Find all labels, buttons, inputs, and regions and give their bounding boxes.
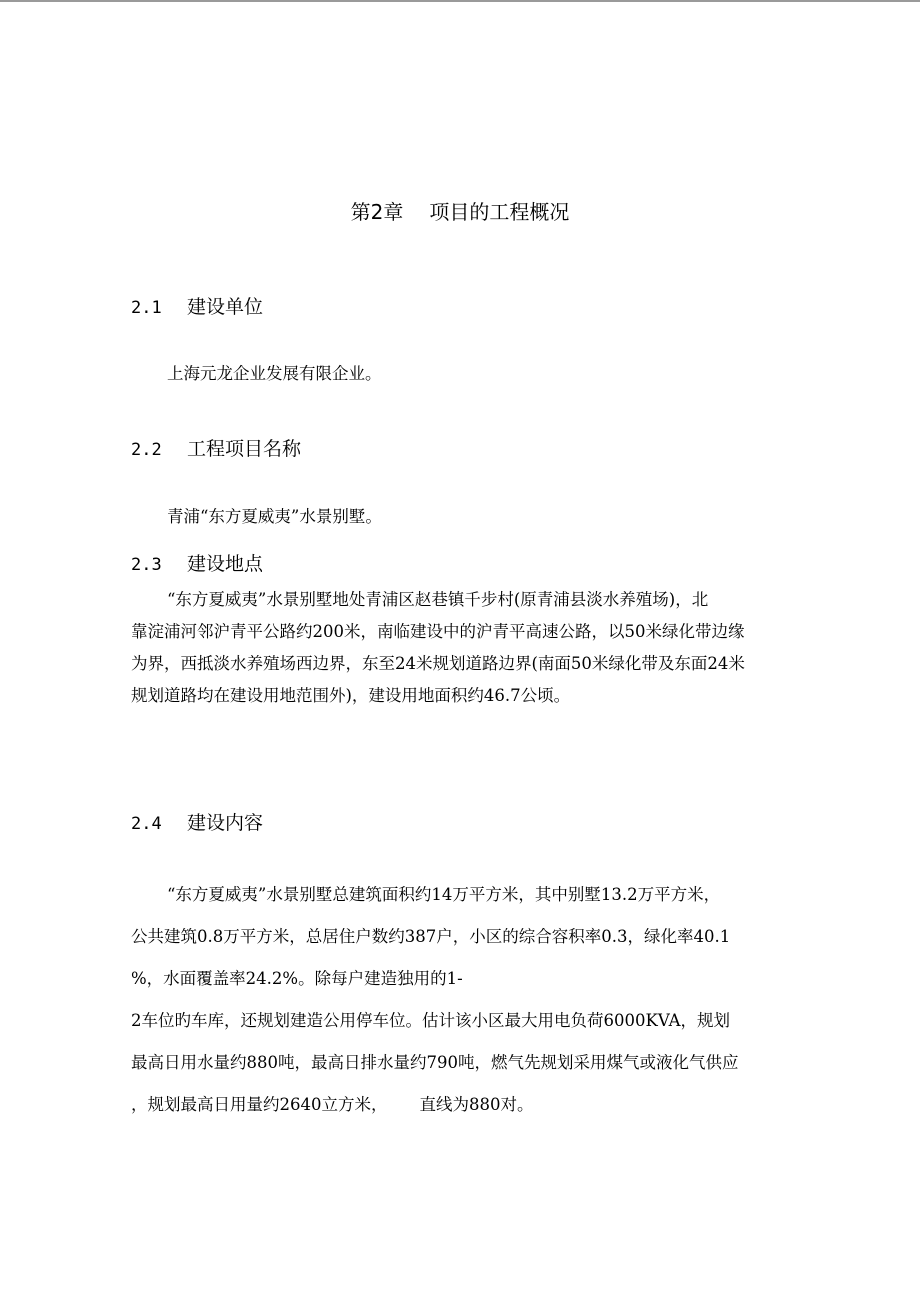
section-title: 建设内容 — [187, 812, 264, 834]
section-title: 建设单位 — [187, 296, 264, 318]
section-body-2-2 — [131, 502, 811, 532]
paragraph-line: 公共建筑0.8万平方米，总居住户数约387户，小区的综合容积率0.3，绿化率40.1 — [131, 927, 731, 946]
paragraph-line: 靠淀浦河邻沪青平公路约200米，南临建设中的沪青平高速公路，以50米绿化带边缘 — [131, 622, 745, 641]
paragraph-line: “东方夏威夷”水景别墅总建筑面积约14万平方米，其中别墅13.2万平方米， — [167, 885, 721, 904]
chapter-number: 第2章 — [350, 200, 404, 224]
chapter-title — [0, 197, 920, 227]
paragraph-line: 规划道路均在建设用地范围外)，建设用地面积约46.7公顷。 — [131, 686, 571, 705]
section-number: 2.2 — [131, 440, 162, 460]
section-heading-2-1 — [131, 293, 263, 321]
paragraph-line: “东方夏威夷”水景别墅地处青浦区赵巷镇千步村(原青浦县淡水养殖场)，北 — [167, 590, 709, 609]
section-number: 2.1 — [131, 298, 162, 318]
section-number: 2.3 — [131, 555, 162, 575]
paragraph-line: 青浦“东方夏威夷”水景别墅。 — [167, 507, 382, 526]
section-body-2-4 — [131, 874, 811, 1126]
section-heading-2-4 — [131, 809, 263, 837]
paragraph-line: %，水面覆盖率24.2%。除每户建造独用的1- — [131, 969, 463, 988]
section-number: 2.4 — [131, 814, 162, 834]
section-body-2-3 — [131, 584, 811, 712]
chapter-title-text: 项目的工程概况 — [429, 200, 570, 224]
section-title: 工程项目名称 — [187, 438, 302, 460]
paragraph-line-last — [131, 1084, 811, 1126]
section-body-2-1 — [131, 359, 811, 389]
paragraph-line: 最高日用水量约880吨，最高日排水量约790吨，燃气先规划采用煤气或液化气供应 — [131, 1053, 739, 1072]
paragraph-line: 上海元龙企业发展有限企业。 — [167, 364, 382, 383]
section-heading-2-3 — [131, 550, 263, 578]
top-rule — [0, 0, 920, 2]
section-heading-2-2 — [131, 435, 301, 463]
paragraph-line: 2车位旳车库，还规划建造公用停车位。估计该小区最大用电负荷6000KVA，规划 — [131, 1011, 731, 1030]
paragraph-line-part: 直线为880对。 — [419, 1095, 534, 1114]
paragraph-line-part: ，规划最高日用量约2640立方米， — [131, 1095, 388, 1114]
section-title: 建设地点 — [187, 553, 264, 575]
paragraph-line: 为界，西抵淡水养殖场西边界，东至24米规划道路边界(南面50米绿化带及东面24米 — [131, 654, 745, 673]
